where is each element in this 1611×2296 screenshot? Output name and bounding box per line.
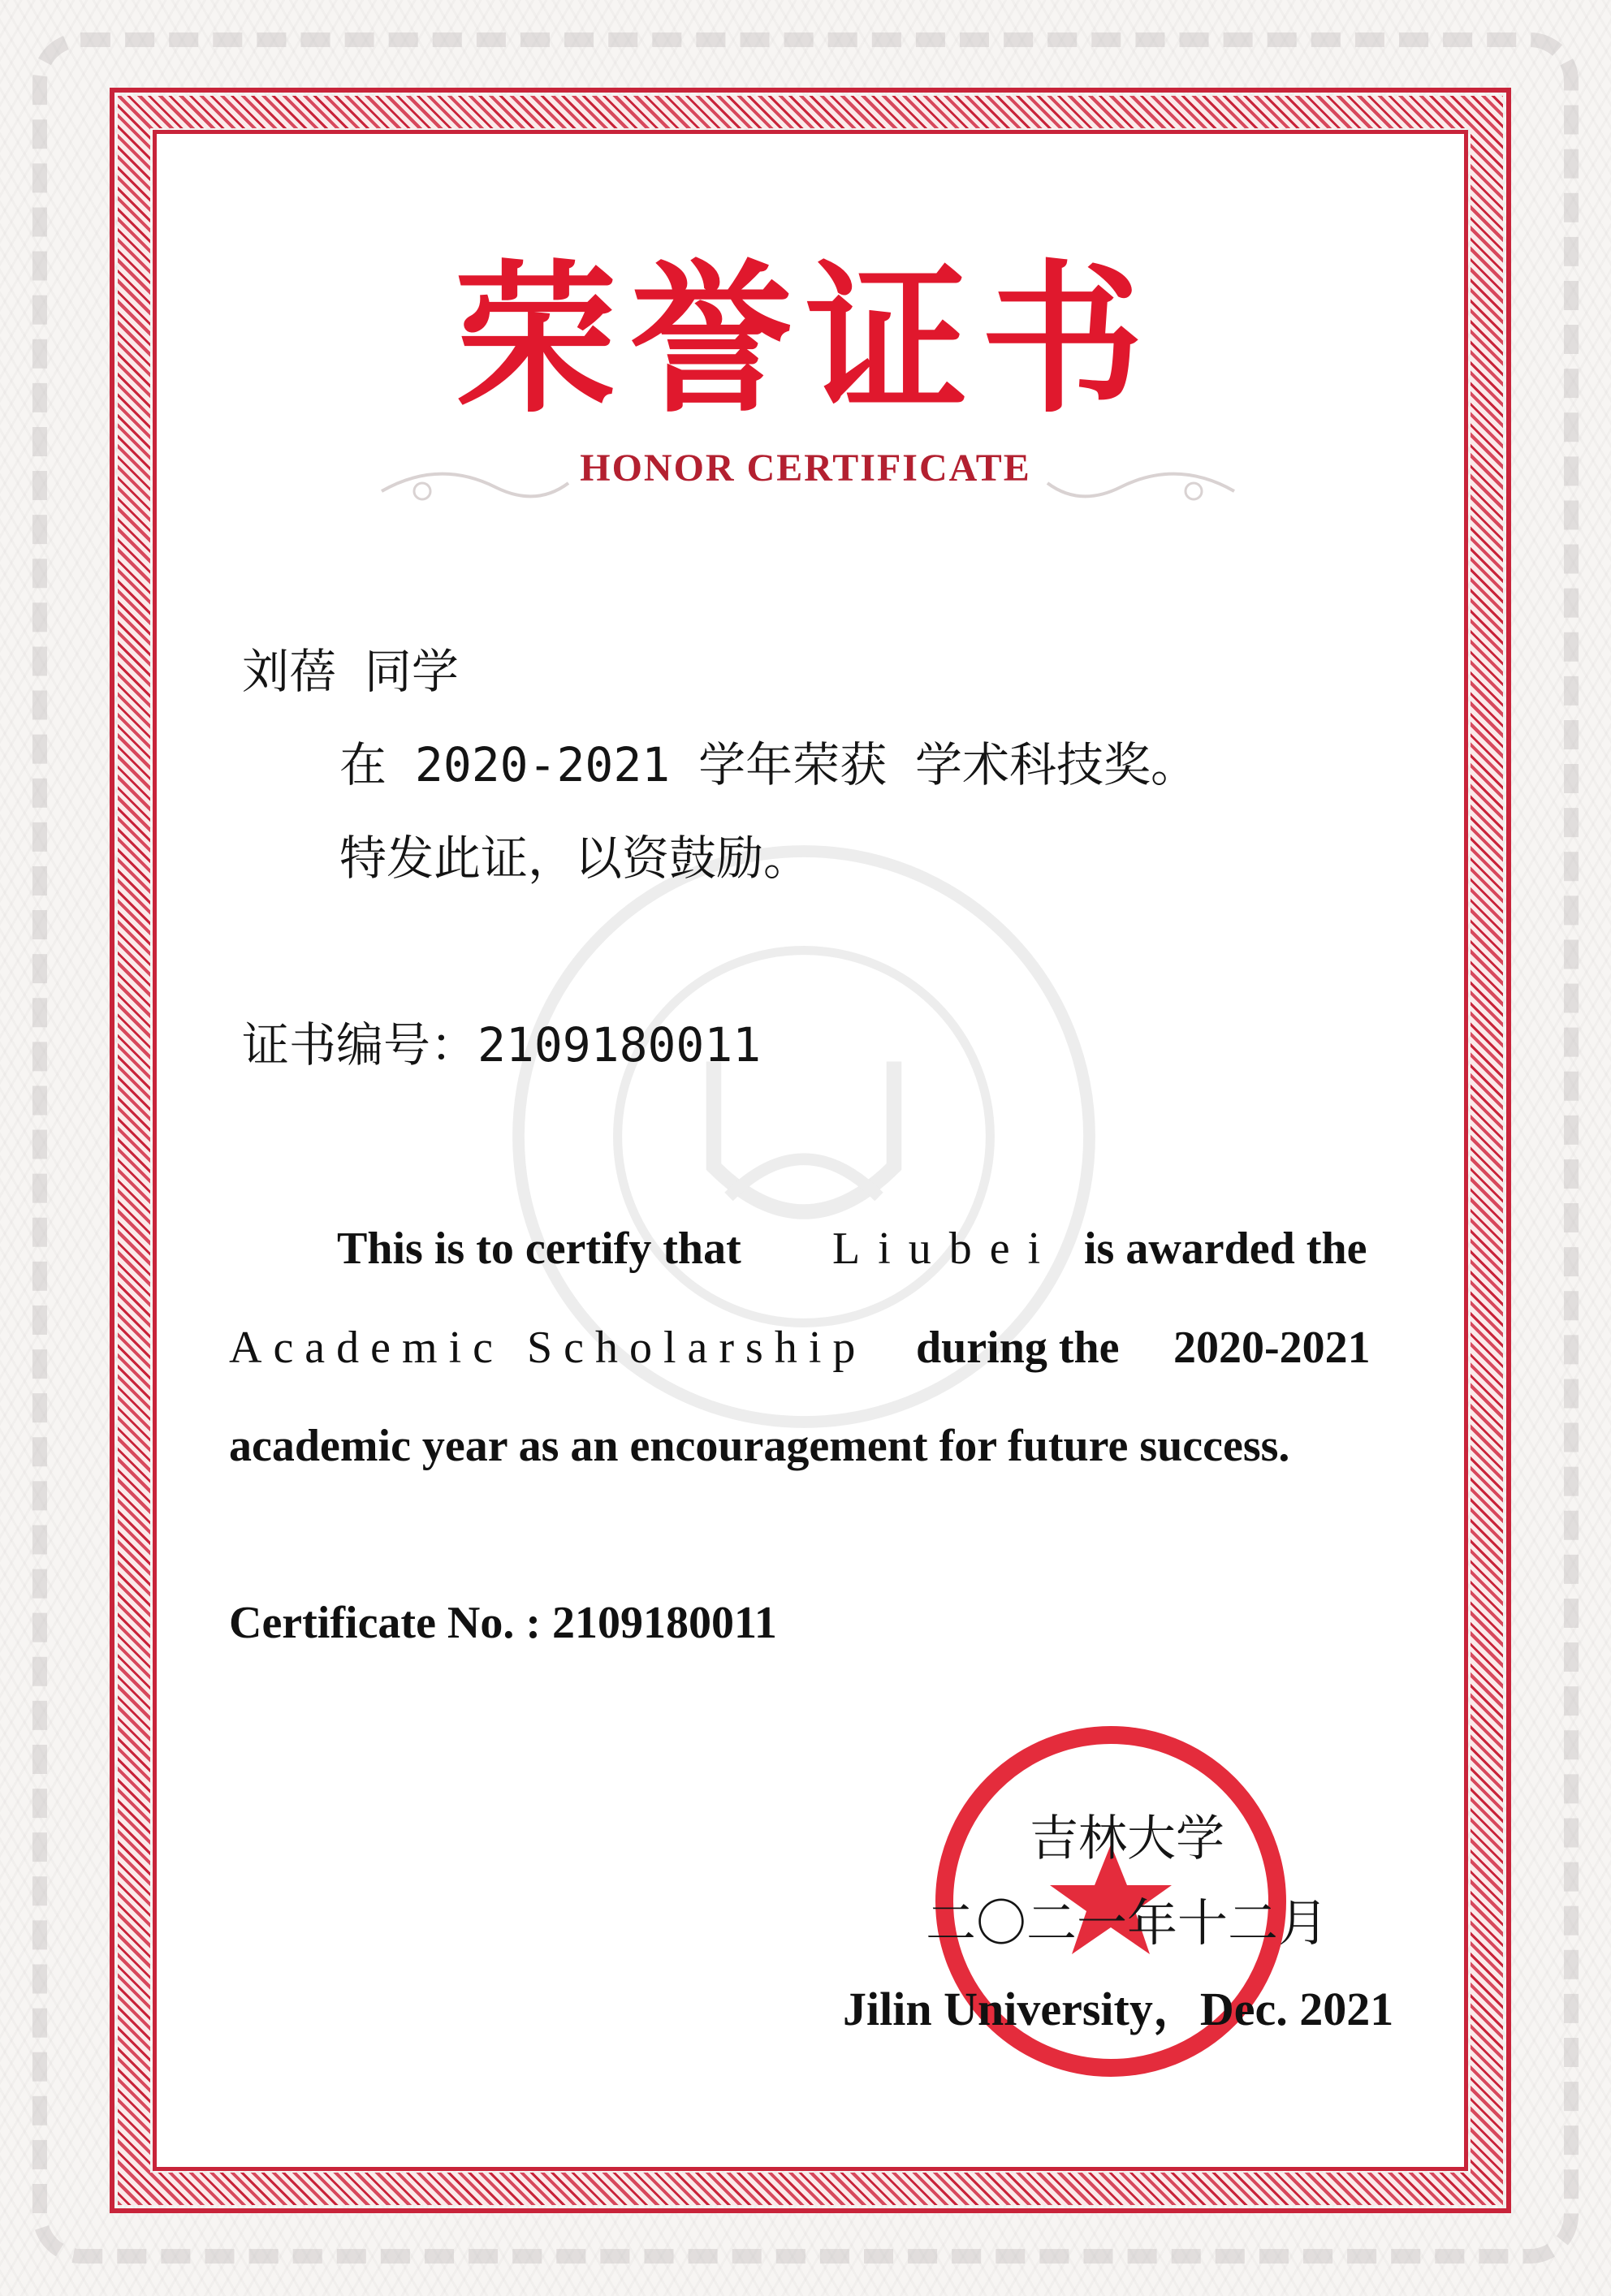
award-name-english: Academic Scholarship — [229, 1323, 867, 1373]
certify-text-prefix: This is to certify that — [337, 1224, 741, 1274]
certificate-number-chinese: 证书编号：2109180011 — [242, 1017, 762, 1072]
title-english: HONOR CERTIFICATE — [580, 447, 1031, 490]
encouragement-english: academic year as an encouragement for future success. — [229, 1421, 1290, 1471]
certify-text-suffix: is awarded the — [1084, 1224, 1367, 1274]
title-chinese: 荣誉证书 — [454, 246, 1156, 435]
award-statement-chinese: 在 2020-2021 学年荣获 学术科技奖。 — [339, 737, 1199, 792]
recipient-english: Liubei — [832, 1224, 1059, 1274]
certificate-number-english: Certificate No. : 2109180011 — [229, 1598, 777, 1648]
issuer-date-english: Jilin University，Dec. 2021 — [843, 1983, 1394, 2035]
encouragement-chinese: 特发此证，以资鼓励。 — [339, 831, 811, 886]
academic-year-english: 2020-2021 — [1173, 1323, 1371, 1373]
date-chinese: 二〇二一年十二月 — [926, 1893, 1329, 1953]
recipient-chinese: 刘蓓 同学 — [242, 644, 459, 699]
during-the-text: during the — [916, 1323, 1120, 1373]
issuer-chinese: 吉林大学 — [1030, 1810, 1224, 1867]
